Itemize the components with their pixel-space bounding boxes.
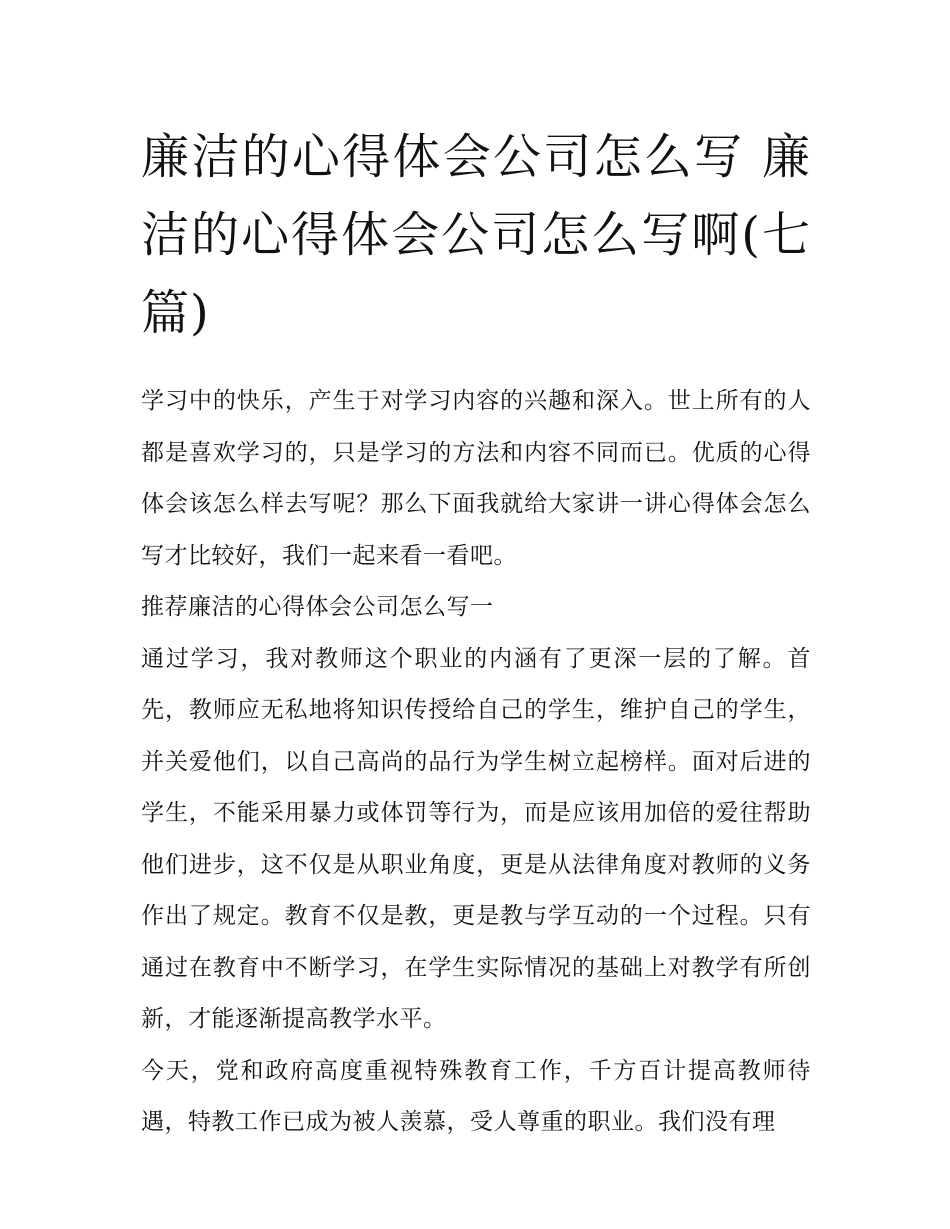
body-paragraph: 通过学习，我对教师这个职业的内涵有了更深一层的了解。首先，教师应无私地将知识传授给自己的学生，维护自己的学生，并关爱他们，以自己高尚的品行为学生树立起榜样。面对后进的学生，不能采用暴力或体罚等行为，而是应该用加倍的爱往帮助他们进步，这不仅是从职业角度，更是从法律角度对教师的义务作出了规定。教育不仅是教，更是教与学互动的一个过程。只有通过在教育中不断学习，在学生实际情况的基础上对教学有所创新，才能逐渐提高教学水平。: [141, 645, 811, 1032]
section-heading: 推荐廉洁的心得体会公司怎么写一: [141, 594, 494, 620]
intro-paragraph: 学习中的快乐，产生于对学习内容的兴趣和深入。世上所有的人都是喜欢学习的，只是学习的方法和内容不同而已。优质的心得体会该怎么样去写呢？那么下面我就给大家讲一讲心得体会怎么写才比较好，我们一起来看一看吧。: [141, 388, 811, 569]
document-body: [141, 376, 811, 1149]
body-paragraph: 今天，党和政府高度重视特殊教育工作，千方百计提高教师待遇，特教工作已成为被人羡慕，受人尊重的职业。我们没有理: [141, 1057, 811, 1135]
document-title: 廉洁的心得体会公司怎么写 廉洁的心得体会公司怎么写啊(七篇): [141, 129, 811, 341]
document-page: [141, 118, 811, 1149]
